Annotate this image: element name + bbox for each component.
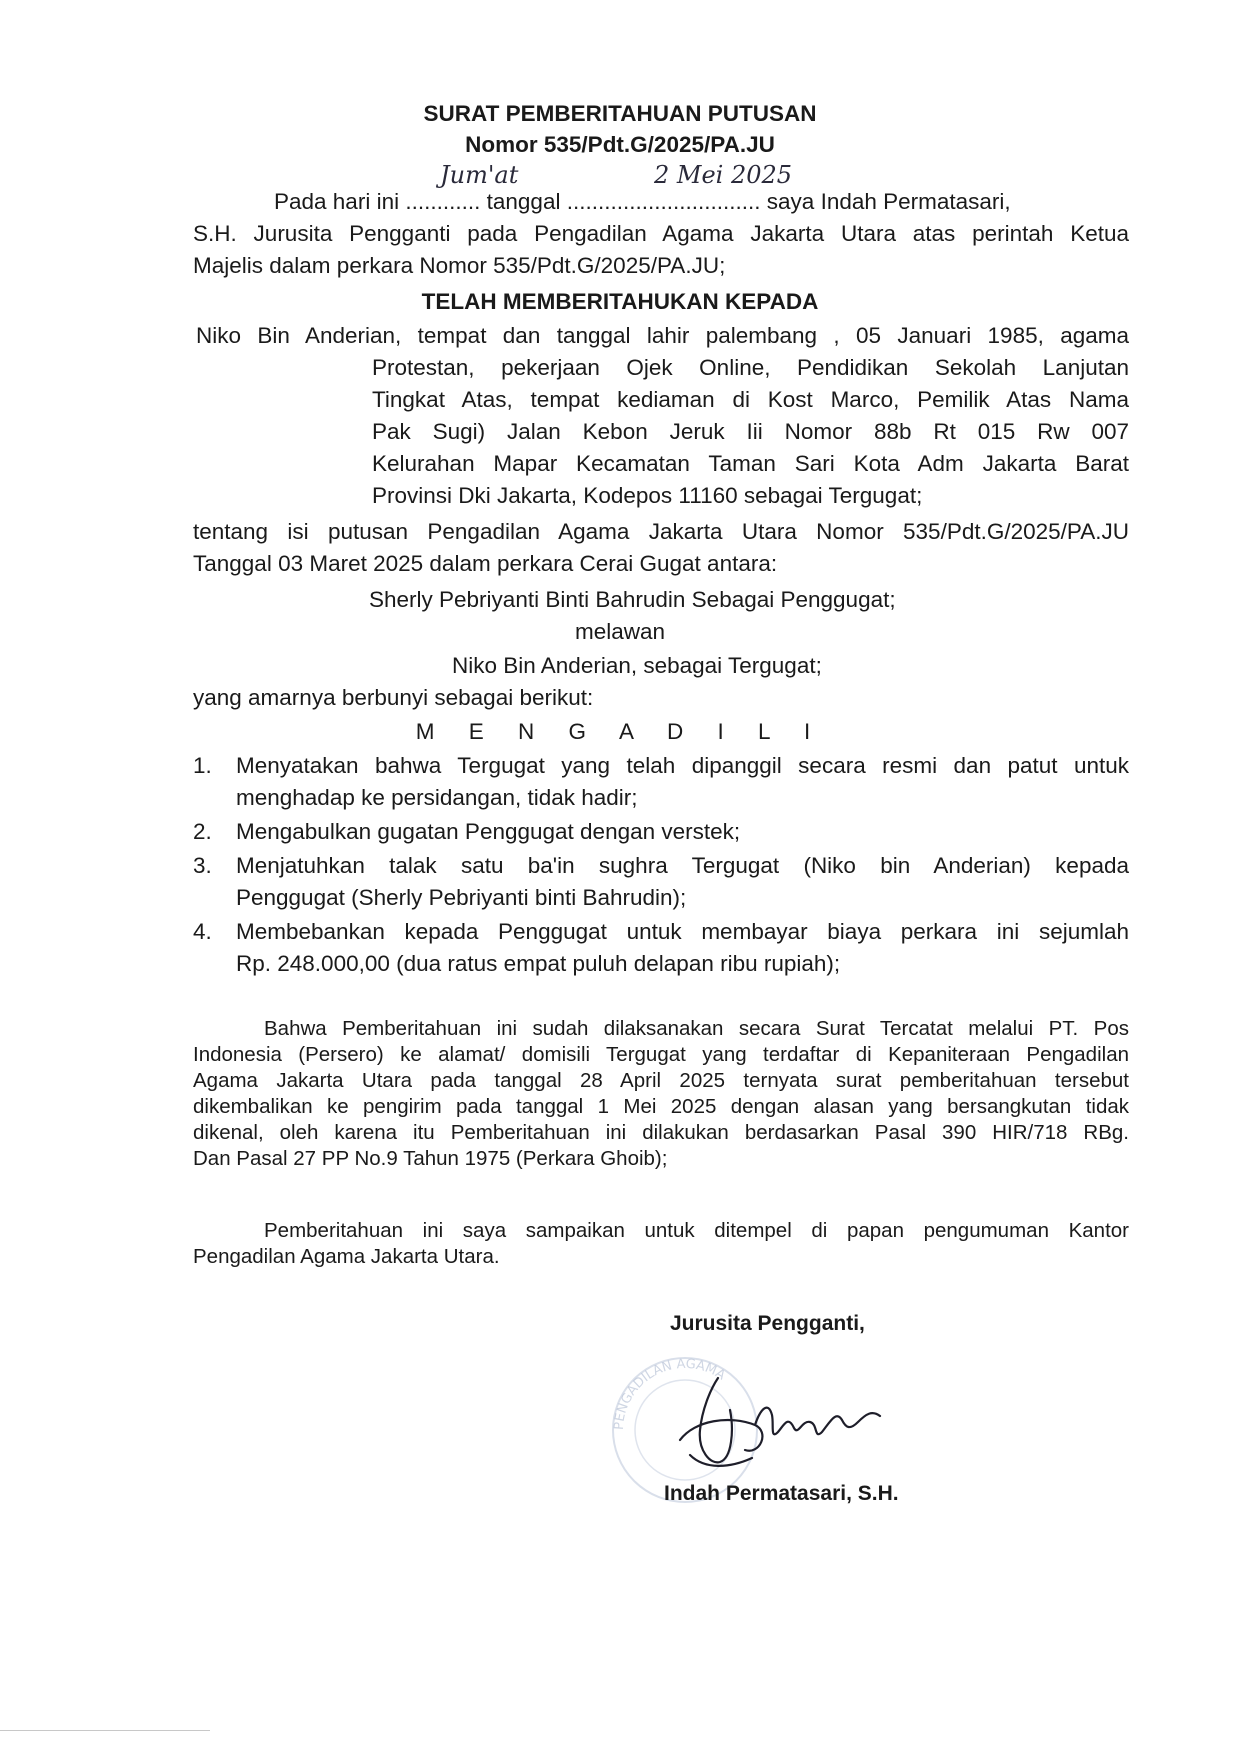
intro-line-3: Majelis dalam perkara Nomor 535/Pdt.G/2025/PA.JU; — [193, 253, 726, 278]
tentang-line-1: tentang isi putusan Pengadilan Agama Jakarta Utara Nomor 535/Pdt.G/2025/PA.JU — [193, 519, 1129, 544]
amar-intro: yang amarnya berbunyi sebagai berikut: — [193, 685, 594, 710]
bahwa-line-3: Agama Jakarta Utara pada tanggal 28 April 2025 ternyata surat pemberitahuan tersebut — [193, 1069, 1129, 1092]
sampaikan-line-1: Pemberitahuan ini saya sampaikan untuk ditempel di papan pengumuman Kantor — [264, 1219, 1129, 1242]
handwritten-date: 2 Mei 2025 — [654, 161, 793, 189]
party-line-6: Provinsi Dki Jakarta, Kodepos 11160 sebagai Tergugat; — [372, 483, 923, 508]
telah-heading: TELAH MEMBERITAHUKAN KEPADA — [421, 289, 819, 314]
item-1-number: 1. — [193, 753, 212, 778]
bottom-scan-line — [0, 1730, 210, 1731]
tanggal-label: tanggal — [486, 189, 561, 214]
signature-role: Jurusita Pengganti, — [670, 1312, 865, 1335]
stamp-text: PENGADILAN AGAMA — [611, 1356, 728, 1431]
party-line-5: Kelurahan Mapar Kecamatan Taman Sari Kota Adm Jakarta Barat — [372, 451, 1129, 476]
intro-pada-hari: Pada hari ini — [274, 189, 400, 214]
handwritten-signature — [660, 1370, 890, 1490]
item-3-line-1: Menjatuhkan talak satu ba'in sughra Tergugat (Niko bin Anderian) kepada — [236, 853, 1129, 878]
bahwa-line-2: Indonesia (Persero) ke alamat/ domisili Tergugat yang terdaftar di Kepaniteraan Pengadilan — [193, 1043, 1129, 1066]
bahwa-line-4: dikembalikan ke pengirim pada tanggal 1 Mei 2025 dengan alasan yang bersangkutan tidak — [193, 1095, 1129, 1118]
document-title: SURAT PEMBERITAHUAN PUTUSAN — [423, 101, 817, 126]
sampaikan-line-2: Pengadilan Agama Jakarta Utara. — [193, 1245, 500, 1268]
tergugat-line: Niko Bin Anderian, sebagai Tergugat; — [452, 653, 822, 678]
tentang-line-2: Tanggal 03 Maret 2025 dalam perkara Cerai Gugat antara: — [193, 551, 778, 576]
item-2-line-1: Mengabulkan gugatan Penggugat dengan verstek; — [236, 819, 741, 844]
item-4-number: 4. — [193, 919, 212, 944]
item-3-line-2: Penggugat (Sherly Pebriyanti binti Bahrudin); — [236, 885, 687, 910]
item-2-number: 2. — [193, 819, 212, 844]
intro-line-1 — [274, 186, 1011, 217]
hari-dots: ............ — [405, 189, 481, 214]
party-line-3: Tingkat Atas, tempat kediaman di Kost Marco, Pemilik Atas Nama — [372, 387, 1129, 412]
intro-line-2: S.H. Jurusita Pengganti pada Pengadilan Agama Jakarta Utara atas perintah Ketua — [193, 221, 1129, 246]
handwritten-day: Jum'at — [440, 161, 519, 189]
party-line-4: Pak Sugi) Jalan Kebon Jeruk Iii Nomor 88b Rt 015 Rw 007 — [372, 419, 1129, 444]
penggugat-line: Sherly Pebriyanti Binti Bahrudin Sebagai Penggugat; — [369, 587, 896, 612]
item-4-line-2: Rp. 248.000,00 (dua ratus empat puluh delapan ribu rupiah); — [236, 951, 841, 976]
item-1-line-2: menghadap ke persidangan, tidak hadir; — [236, 785, 638, 810]
mengadili-heading: M E N G A D I L I — [415, 719, 825, 744]
bahwa-line-1: Bahwa Pemberitahuan ini sudah dilaksanakan secara Surat Tercatat melalui PT. Pos — [264, 1017, 1129, 1040]
bahwa-line-5: dikenal, oleh karena itu Pemberitahuan ini dilakukan berdasarkan Pasal 390 HIR/718 RBg. — [193, 1121, 1129, 1144]
document-number: Nomor 535/Pdt.G/2025/PA.JU — [465, 132, 775, 157]
party-line-2: Protestan, pekerjaan Ojek Online, Pendidikan Sekolah Lanjutan — [372, 355, 1129, 380]
signature-name: Indah Permatasari, S.H. — [664, 1482, 899, 1505]
intro-saya: saya Indah Permatasari, — [766, 189, 1011, 214]
item-4-line-1: Membebankan kepada Penggugat untuk membayar biaya perkara ini sejumlah — [236, 919, 1129, 944]
bahwa-line-6: Dan Pasal 27 PP No.9 Tahun 1975 (Perkara Ghoib); — [193, 1147, 668, 1170]
item-3-number: 3. — [193, 853, 212, 878]
melawan-line: melawan — [574, 619, 666, 644]
tanggal-dots: ............................... — [566, 189, 761, 214]
party-line-1: Niko Bin Anderian, tempat dan tanggal lahir palembang , 05 Januari 1985, agama — [196, 323, 1129, 348]
item-1-line-1: Menyatakan bahwa Tergugat yang telah dipanggil secara resmi dan patut untuk — [236, 753, 1129, 778]
